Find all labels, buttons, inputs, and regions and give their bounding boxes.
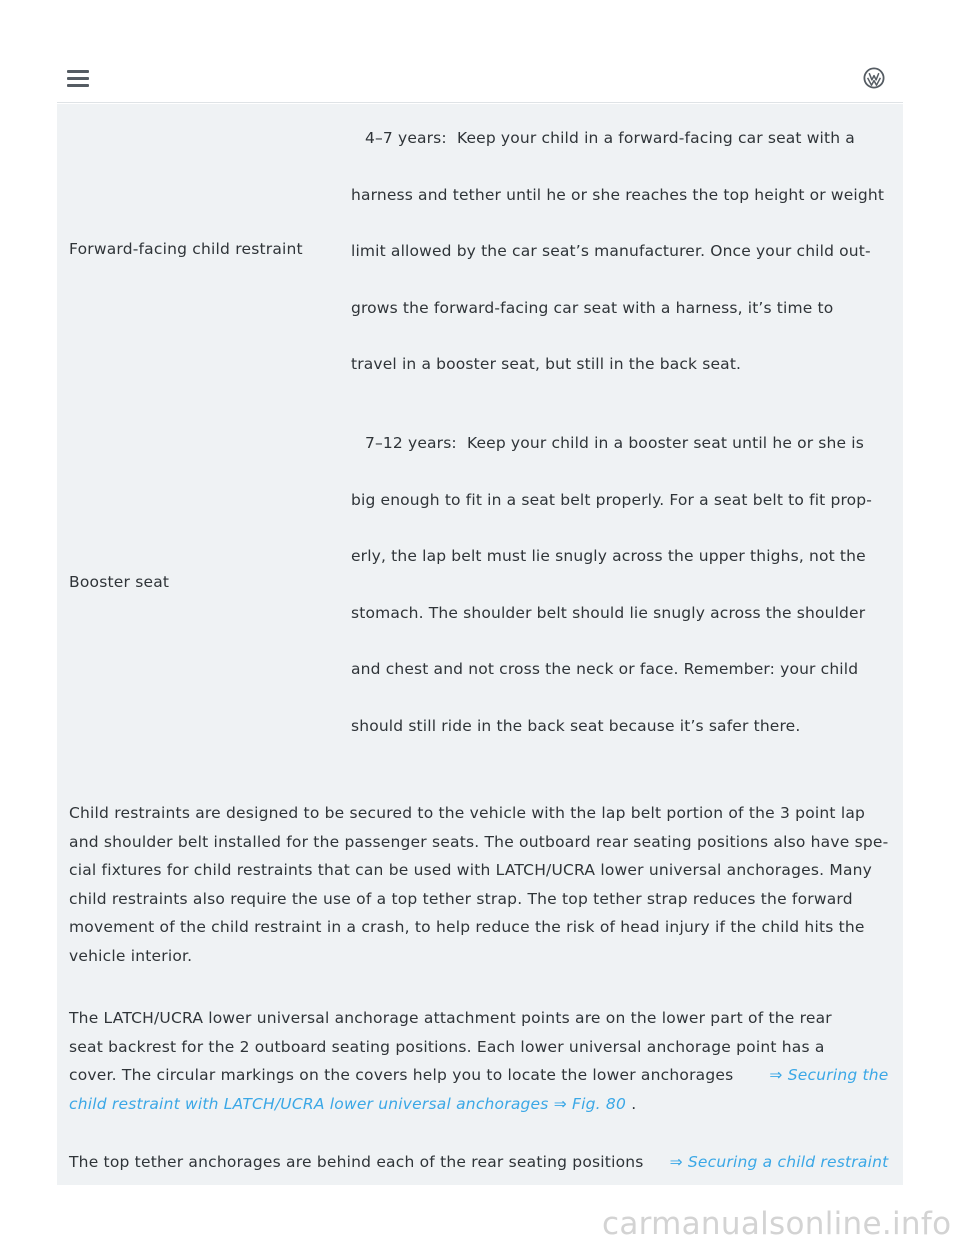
age-label: 4–7 years:	[365, 129, 447, 147]
paragraph-latch-anchorages: The LATCH/UCRA lower universal anchorage attachment points are on the lower part of the rear seat backrest for the 2 outboard seating positions. Each lower universal anchorage point has a cover. The circular markings on the covers help you to locate the lower anchorages ⇒ Securing the child restraint with LATCH/UCRA lower universal anchorages ⇒ Fig. 80 .	[69, 1009, 889, 1113]
link-securing-latch[interactable]: ⇒ Securing the	[769, 1066, 889, 1085]
text-line: stomach. The shoulder belt should lie snugly across the shoulder	[351, 603, 866, 622]
top-bar	[57, 55, 903, 103]
text-line: grows the forward-facing car seat with a harness, it’s time to	[351, 298, 834, 317]
vw-logo-icon[interactable]	[863, 67, 885, 89]
row-label-forward-facing: Forward-facing child restraint	[69, 240, 303, 258]
text-line: should still ride in the back seat because it’s safer there.	[351, 716, 801, 735]
row-text-booster-seat	[351, 415, 896, 754]
link-securing-child-restraint[interactable]: ⇒ Securing a child restraint	[669, 1153, 889, 1171]
text-line: big enough to fit in a seat belt properly. For a seat belt to fit prop-	[351, 490, 872, 509]
age-label: 7–12 years:	[365, 434, 457, 452]
row-label-booster-seat: Booster seat	[69, 573, 170, 591]
paragraph-child-restraints: Child restraints are designed to be secured to the vehicle with the lap belt portion of the 3 point lap and shoulder belt installed for the passenger seats. The outboard rear seating positions also have spe- cial fixtures for child restraints that can be used with LATCH/UCRA lower universal anchorages. Many child restraints also require the use of a top tether strap. The top tether strap reduces the forward movement of the child restraint in a crash, to help reduce the risk of head injury if the child hits the vehicle interior.	[69, 804, 889, 965]
text-line: harness and tether until he or she reaches the top height or weight	[351, 185, 885, 204]
link-securing-latch-cont[interactable]: child restraint with LATCH/UCRA lower universal anchorages ⇒ Fig. 80	[69, 1094, 627, 1113]
watermark: carmanualsonline.info	[602, 1206, 952, 1242]
manual-content	[57, 104, 903, 1185]
paragraph-top-tether: The top tether anchorages are behind each of the rear seating positions ⇒ Securing a child restraint	[69, 1153, 889, 1171]
text-line: and chest and not cross the neck or face. Remember: your child	[351, 660, 859, 678]
hamburger-menu-icon[interactable]	[67, 70, 89, 88]
text-line: limit allowed by the car seat’s manufacturer. Once your child out-	[351, 242, 871, 260]
row-text-forward-facing	[351, 110, 896, 393]
text-line: 4–7 years: Keep your child in a forward-facing car seat with a	[365, 129, 855, 147]
text-line: 7–12 years: Keep your child in a booster seat until he or she is	[365, 434, 864, 452]
text-line: erly, the lap belt must lie snugly across the upper thighs, not the	[351, 547, 866, 565]
text-line: travel in a booster seat, but still in the back seat.	[351, 355, 742, 373]
